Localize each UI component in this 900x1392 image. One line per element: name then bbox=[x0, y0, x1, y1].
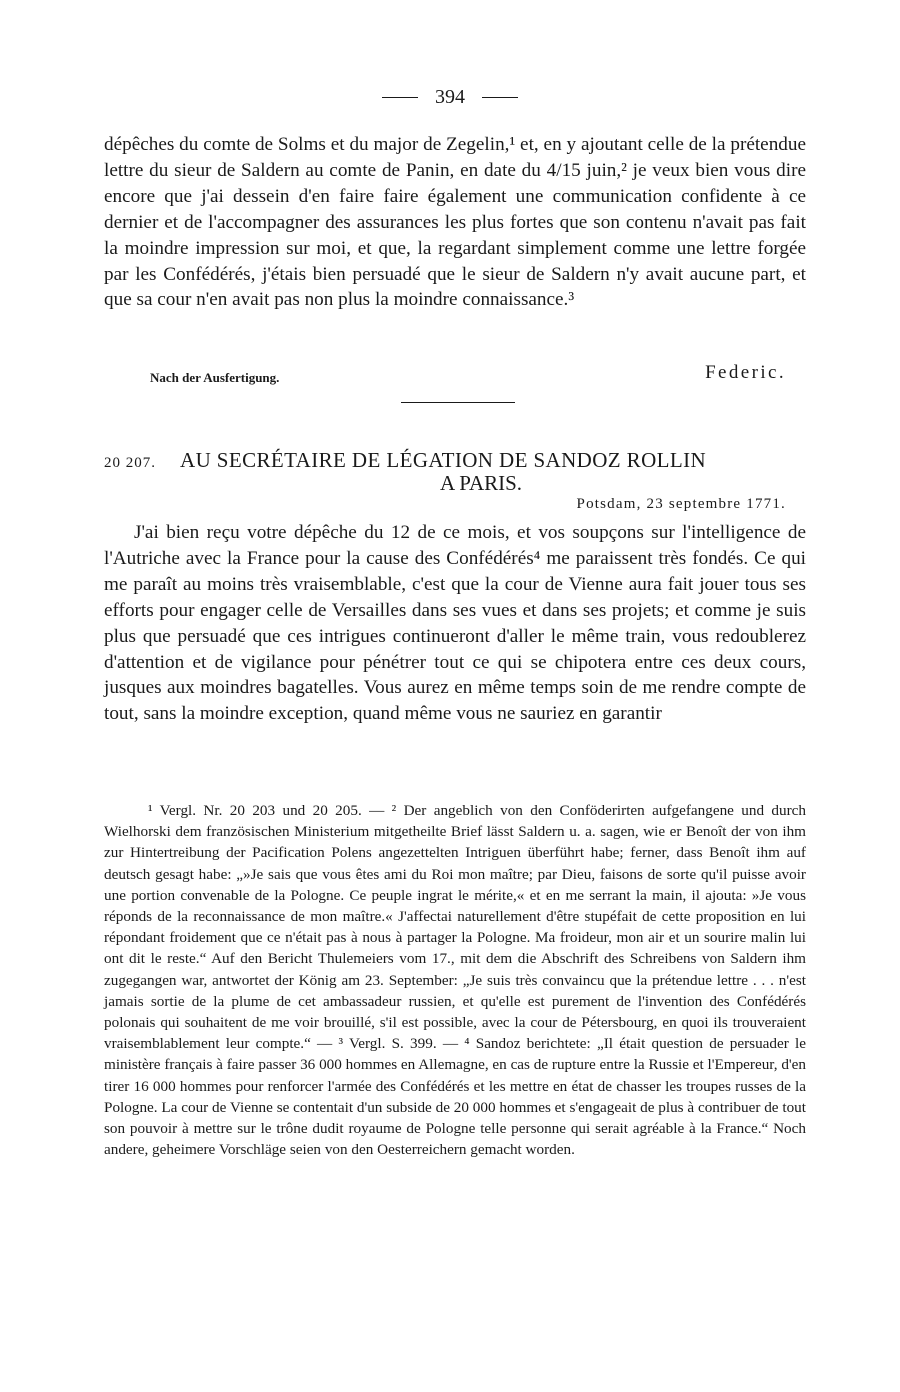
letter-number: 20 207. bbox=[104, 455, 156, 471]
footnotes-text: ¹ Vergl. Nr. 20 203 und 20 205. — ² Der angeblich von den Conföderirten aufgefangene und durch Wielhorski dem französischen Ministerium mitgetheilte Brief lässt Saldern u. a. sagen, wie er Benoît der von ihm zur Hintertreibung der Pacification Polens angezettelten Intriguen überführt habe; ferner, dass Benoît ihm auf deutsch gesagt habe: „»Je sais que vous êtes ami du Roi mon maître; par Dieu, faisons de sorte qu'il puisse avoir une portion convenable de la Pologne. Ce peuple ingrat le mérite,« et en me serrant la main, il ajouta: »Je vous réponds de la reconnaissance de mon maître.« J'affectai naturellement d'être stupéfait de cette proposition en lui répondant froidement que ce n'était pas à nous à partager la Pologne. Ma froideur, mon air et un sourire malin lui ont dit le reste.“ Auf den Bericht Thulemeiers vom 17., mit dem die Abschrift des Schreibens von Saldern ihm zugegangen war, antwortet der König am 23. September: „Je suis très convaincu que la prétendue lettre . . . n'est jamais sortie de la plume de cet ambassadeur russien, et qu'elle est purement de l'invention des Confédérés polonais qui souhaitent de me voir brouillé, s'il est possible, avec la cour de Pétersbourg, en quoi ils trouveraient vraisemblablement leur compte.“ — ³ Vergl. S. 399. — ⁴ Sandoz berichtete: „Il était question de persuader le ministère français à faire passer 36 000 hommes en Allemagne, en cas de rupture entre la Russie et l'Empereur, d'en tirer 16 000 hommes pour renforcer l'armée des Confédérés et les mettre en état de chasser les troupes russes de la Pologne. La cour de Vienne se contentait d'un subside de 20 000 hommes et s'engageait de plus à contribuer de tout son pouvoir à mettre sur le trône dudit royaume de Pologne telle personne qui serait agréable à la France.“ Noch andere, geheimere Vorschläge seien von den Oesterreichern gemacht worden. bbox=[104, 802, 806, 1159]
letter-continuation-text: dépêches du comte de Solms et du major de Zegelin,¹ et, en y ajoutant celle de la prétendue lettre du sieur de Saldern au comte de Panin, en date du 4/15 juin,² je veux bien vous dire encore que j'ai dessein d'en faire faire également une communication confidente à ce dernier et de l'accompagner des assurances les plus fortes que son contenu n'avait pas fait la moindre impression sur moi, et que, la regardant simplement comme une lettre forgée par les Confédérés, j'étais bien persuadé que le sieur de Saldern n'y avait aucune part, et que sa cour n'en avait pas non plus la moindre connaissance.³ bbox=[104, 134, 806, 311]
signature: Federic. bbox=[705, 362, 786, 383]
page-number: 394 bbox=[435, 86, 465, 108]
signature-row bbox=[150, 362, 790, 388]
page-header bbox=[0, 86, 900, 109]
letter-continuation bbox=[104, 132, 806, 313]
letter-title-line2: A PARIS. bbox=[439, 471, 523, 495]
letter-body-text: J'ai bien reçu votre dépêche du 12 de ce mois, et vos soupçons sur l'intelligence de l'Autriche avec la France pour la cause des Confédérés⁴ me paraissent très fondés. Ce qui me paraît au moins très vraisemblable, c'est que la cour de Vienne aura fait jouer tous ses efforts pour engager celle de Versailles dans ses vues et dans ses projets; et comme je suis plus que persuadé que ces intrigues continueront d'aller le même train, vous redoublerez d'attention et de vigilance pour pénétrer tout ce qui se chipotera entre ces deux cours, jusques aux moindres bagatelles. Vous aurez en même temps soin de me rendre compte de tout, sans la moindre exception, quand même vous ne sauriez en garantir bbox=[104, 522, 806, 725]
letter-body bbox=[104, 520, 806, 727]
header-dash-left bbox=[382, 97, 418, 98]
dateline: Potsdam, 23 septembre 1771. bbox=[576, 496, 786, 512]
header-dash-right bbox=[482, 97, 518, 98]
section-divider bbox=[401, 402, 515, 403]
letter-title: AU SECRÉTAIRE DE LÉGATION DE SANDOZ ROLLIN bbox=[180, 448, 707, 472]
source-note: Nach der Ausfertigung. bbox=[150, 370, 280, 385]
footnotes bbox=[104, 800, 806, 1160]
letter-heading bbox=[104, 448, 806, 496]
